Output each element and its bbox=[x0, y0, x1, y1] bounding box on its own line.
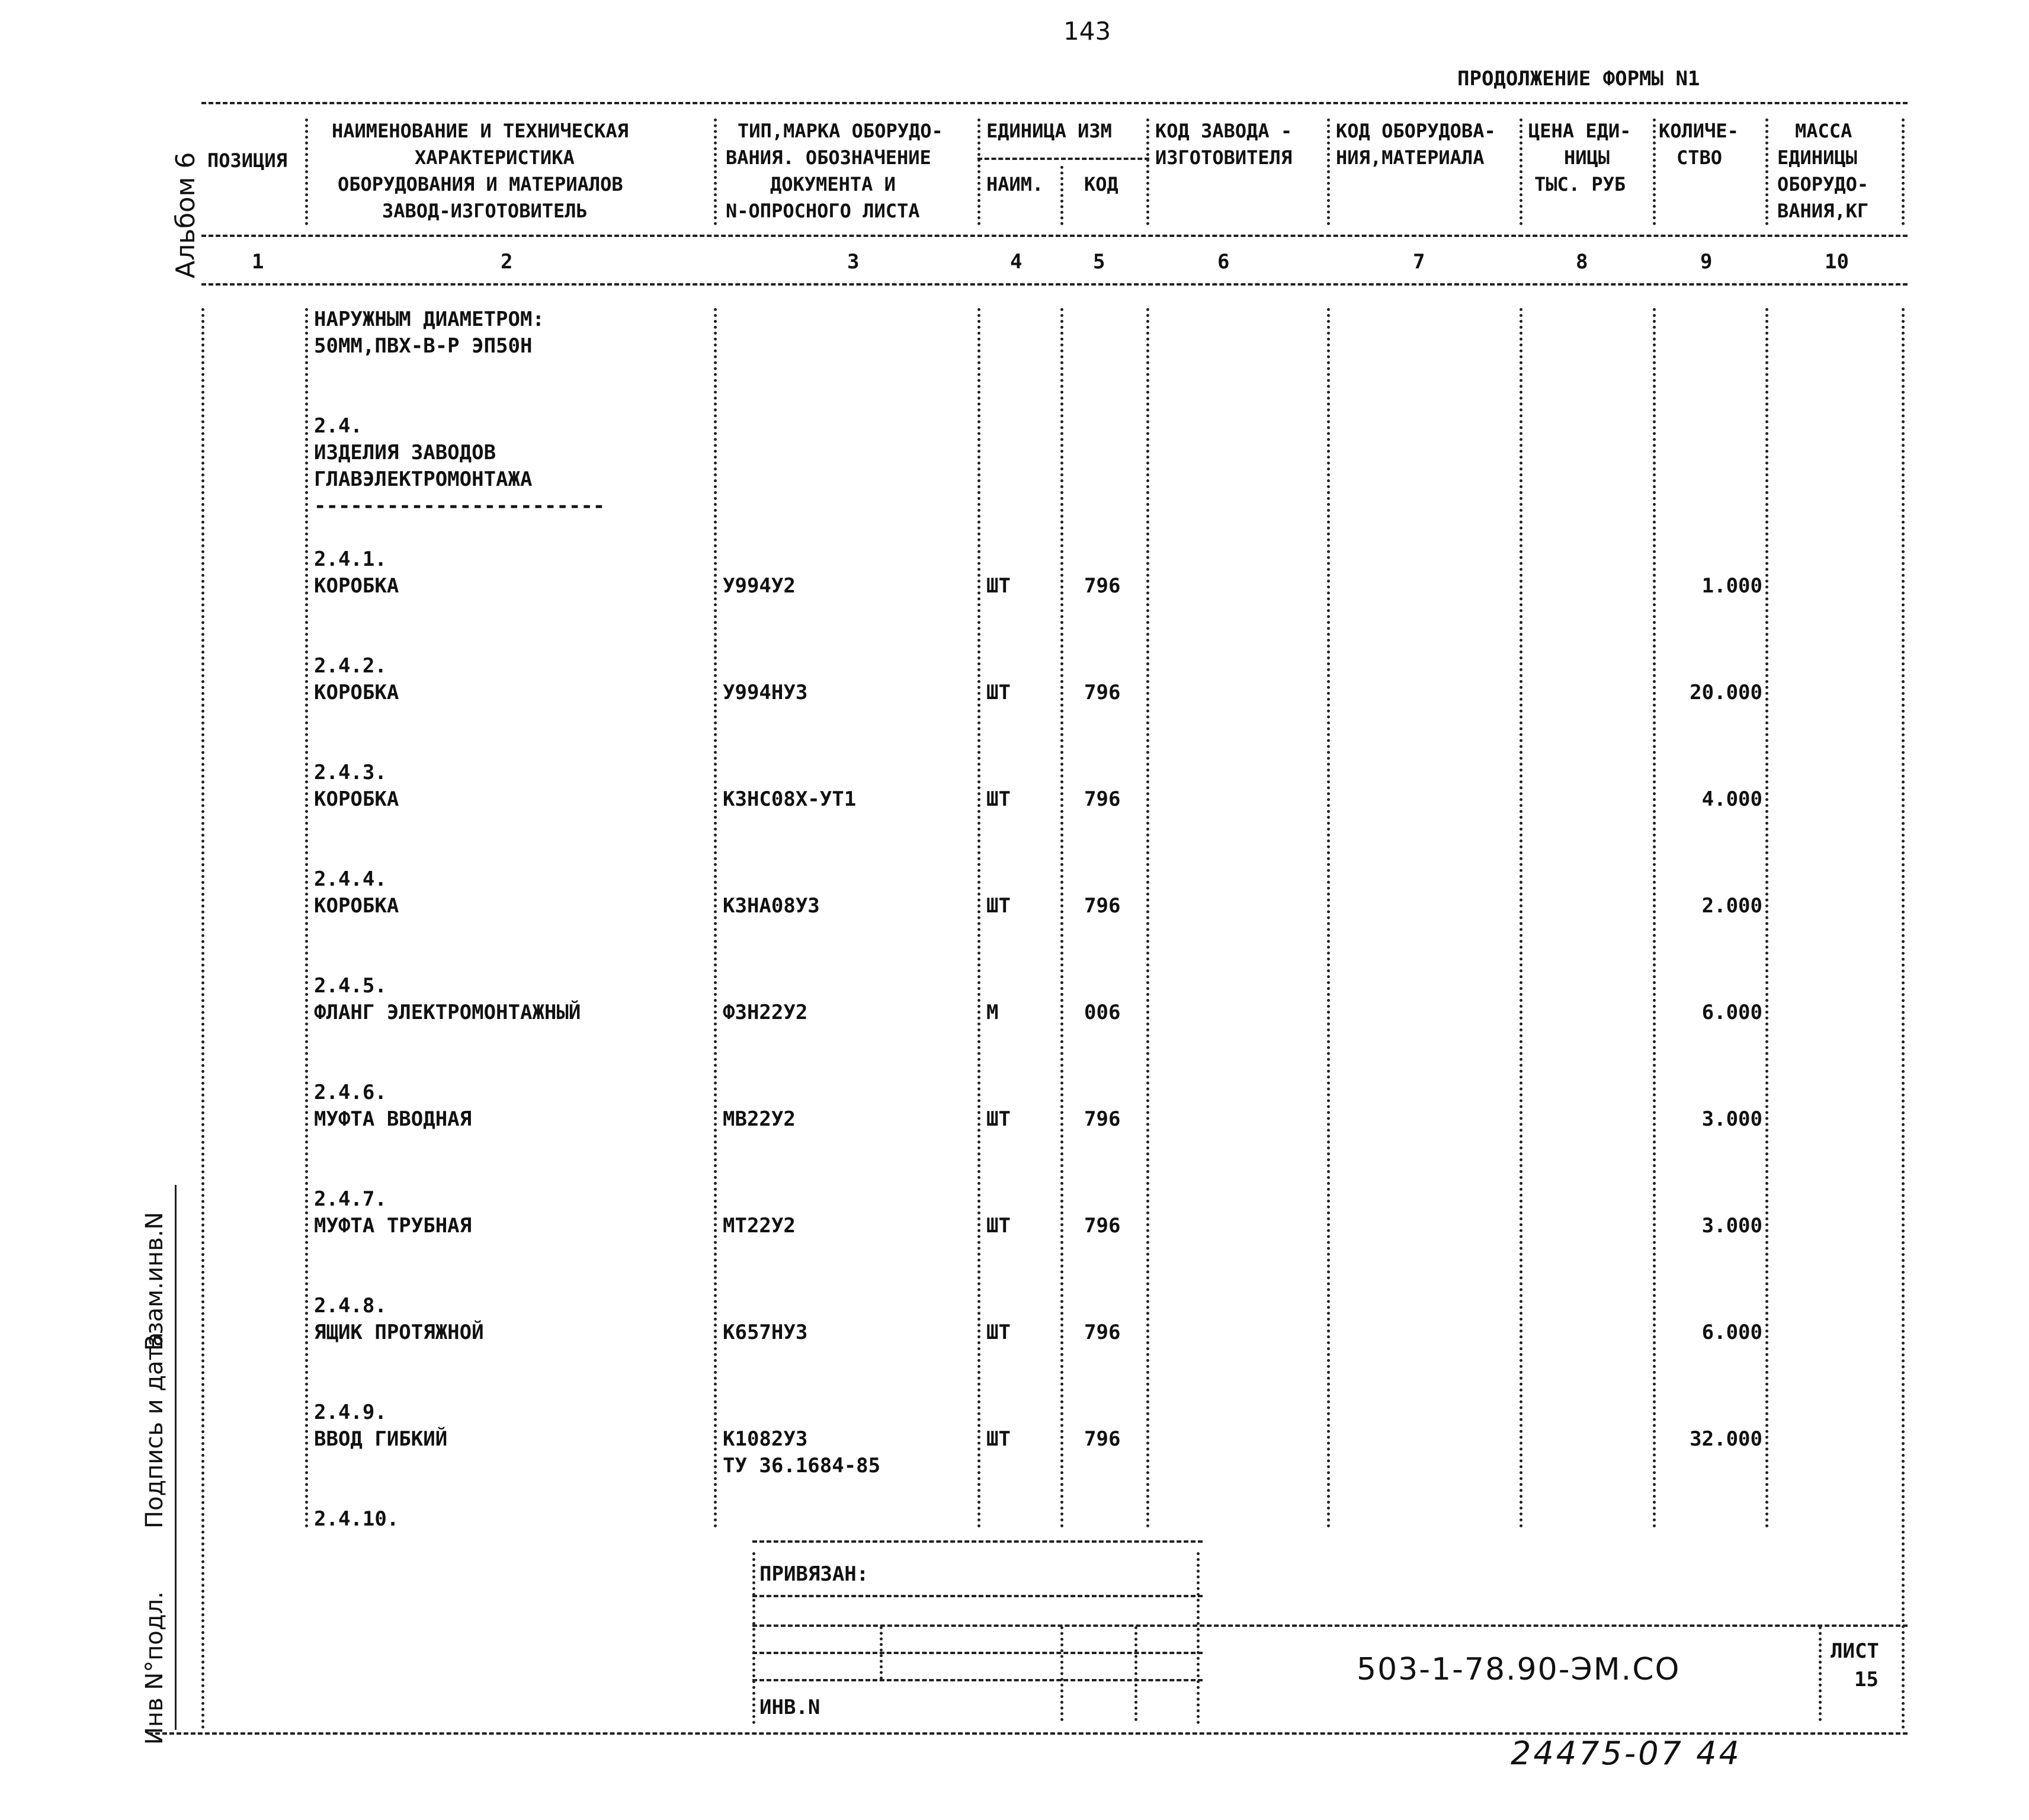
cell-unit-name: ШТ bbox=[986, 1107, 1011, 1131]
body-col-sep bbox=[1902, 308, 1905, 1730]
header-type-line-2: ВАНИЯ. ОБОЗНАЧЕНИЕ bbox=[726, 146, 931, 169]
title-block-sep bbox=[752, 1552, 755, 1724]
cell-quantity: 20.000 bbox=[1690, 681, 1762, 704]
body-col-sep bbox=[1060, 308, 1063, 1529]
cell-unit-name: ШТ bbox=[986, 1427, 1011, 1451]
column-numbers-rule bbox=[201, 283, 1908, 286]
cell-unit-code: 006 bbox=[1084, 1001, 1121, 1024]
column-number: 4 bbox=[1010, 250, 1022, 274]
header-col-sep bbox=[305, 118, 308, 225]
cell-name: 2.4.4. bbox=[314, 867, 387, 891]
cell-quantity: 4.000 bbox=[1701, 787, 1762, 811]
body-col-sep bbox=[305, 308, 308, 1529]
header-equipment-code-1: КОД ОБОРУДОВА- bbox=[1336, 120, 1496, 142]
column-number: 3 bbox=[847, 250, 860, 274]
cell-unit-name: ШТ bbox=[986, 1321, 1011, 1344]
cell-name: КОРОБКА bbox=[314, 894, 399, 918]
header-price-1: ЦЕНА ЕДИ- bbox=[1528, 120, 1631, 142]
header-factory-code-2: ИЗГОТОВИТЕЛЯ bbox=[1155, 146, 1293, 169]
header-price-2: НИЦЫ bbox=[1564, 146, 1610, 169]
cell-name: КОРОБКА bbox=[314, 681, 399, 704]
sheet-number: 15 bbox=[1854, 1668, 1879, 1691]
cell-name: ЯЩИК ПРОТЯЖНОЙ bbox=[314, 1321, 484, 1344]
title-block-sep bbox=[1060, 1626, 1063, 1721]
cell-type: К1082У3 bbox=[723, 1427, 808, 1451]
cell-name: 50ММ,ПВХ-В-Р ЭП50Н bbox=[314, 334, 533, 358]
column-number: 6 bbox=[1217, 250, 1230, 274]
cell-name: 2.4.2. bbox=[314, 654, 387, 678]
cell-name: 2.4.10. bbox=[314, 1507, 399, 1531]
cell-unit-name: ШТ bbox=[986, 681, 1011, 704]
cell-unit-name: ШТ bbox=[986, 1214, 1011, 1238]
header-unit: ЕДИНИЦА ИЗМ bbox=[986, 120, 1112, 142]
cell-name: 2.4.9. bbox=[314, 1401, 387, 1424]
body-col-sep bbox=[1653, 308, 1656, 1529]
stamp-divider bbox=[175, 1185, 177, 1730]
title-block-rule bbox=[752, 1624, 1908, 1627]
header-type-line-3: ДОКУМЕНТА И bbox=[770, 173, 896, 196]
header-col-sep bbox=[1327, 118, 1330, 225]
cell-quantity: 6.000 bbox=[1701, 1001, 1762, 1024]
title-block-rule bbox=[752, 1595, 1203, 1597]
header-quantity-1: КОЛИЧЕ- bbox=[1659, 120, 1739, 142]
cell-unit-code: 796 bbox=[1084, 681, 1121, 704]
unit-header-rule bbox=[977, 158, 1149, 160]
cell-unit-name: М bbox=[986, 1001, 999, 1024]
header-col-sep bbox=[1765, 118, 1768, 225]
header-name-line-2: ХАРАКТЕРИСТИКА bbox=[415, 146, 575, 169]
column-number: 1 bbox=[252, 250, 264, 274]
cell-quantity: 3.000 bbox=[1701, 1214, 1762, 1238]
column-number: 2 bbox=[501, 250, 513, 274]
cell-quantity: 3.000 bbox=[1701, 1107, 1762, 1131]
header-col-sep bbox=[714, 118, 717, 225]
cell-type: МТ22У2 bbox=[723, 1214, 796, 1238]
body-col-sep bbox=[1327, 308, 1330, 1529]
header-col-sep bbox=[1902, 118, 1905, 225]
cell-name: МУФТА ВВОДНАЯ bbox=[314, 1107, 472, 1131]
cell-unit-name: ШТ bbox=[986, 574, 1011, 598]
cell-quantity: 1.000 bbox=[1701, 574, 1762, 598]
stamp-label-signature-date: Подпись и дата bbox=[141, 1332, 168, 1529]
header-col-sep bbox=[1060, 166, 1063, 225]
bottom-handwritten-number: 24475-07 44 bbox=[1511, 1735, 1742, 1772]
header-name-line-1: НАИМЕНОВАНИЕ И ТЕХНИЧЕСКАЯ bbox=[332, 120, 629, 142]
column-number: 9 bbox=[1700, 250, 1713, 274]
cell-unit-code: 796 bbox=[1084, 894, 1121, 918]
body-col-sep bbox=[714, 308, 717, 1529]
cell-unit-code: 796 bbox=[1084, 1427, 1121, 1451]
body-col-sep bbox=[201, 308, 204, 1730]
cell-unit-code: 796 bbox=[1084, 1214, 1121, 1238]
header-bottom-rule bbox=[201, 235, 1908, 237]
cell-type: МВ22У2 bbox=[723, 1107, 796, 1131]
header-mass-1: МАССА bbox=[1795, 120, 1852, 142]
cell-name: ИЗДЕЛИЯ ЗАВОДОВ bbox=[314, 441, 496, 464]
header-mass-4: ВАНИЯ,КГ bbox=[1777, 200, 1869, 222]
cell-unit-code: 796 bbox=[1084, 787, 1121, 811]
cell-name: ФЛАНГ ЭЛЕКТРОМОНТАЖНЫЙ bbox=[314, 1001, 581, 1024]
cell-type: У994НУ3 bbox=[723, 681, 808, 704]
title-block-sep bbox=[1197, 1552, 1200, 1724]
album-label: Альбом 6 bbox=[171, 152, 201, 278]
header-position: ПОЗИЦИЯ bbox=[207, 149, 287, 172]
cell-name: ГЛАВЭЛЕКТРОМОНТАЖА bbox=[314, 467, 533, 491]
page-number: 143 bbox=[1063, 17, 1111, 46]
continuation-title: ПРОДОЛЖЕНИЕ ФОРМЫ N1 bbox=[1457, 67, 1700, 91]
body-col-sep bbox=[977, 308, 980, 1529]
header-quantity-2: СТВО bbox=[1677, 146, 1723, 169]
cell-type: К3НА08У3 bbox=[723, 894, 820, 918]
table-top-rule bbox=[201, 102, 1908, 104]
privyazan-label: ПРИВЯЗАН: bbox=[759, 1562, 869, 1586]
cell-unit-name: ШТ bbox=[986, 787, 1011, 811]
header-type-line-1: ТИП,МАРКА ОБОРУДО- bbox=[738, 120, 943, 142]
header-unit-name: НАИМ. bbox=[986, 173, 1044, 196]
cell-name: 2.4. bbox=[314, 414, 363, 438]
cell-type: ТУ 36.1684-85 bbox=[723, 1454, 881, 1478]
header-mass-3: ОБОРУДО- bbox=[1777, 173, 1869, 196]
header-mass-2: ЕДИНИЦЫ bbox=[1777, 146, 1857, 169]
cell-type: У994У2 bbox=[723, 574, 796, 598]
sheet-label: ЛИСТ bbox=[1831, 1639, 1879, 1663]
header-unit-code: КОД bbox=[1084, 173, 1118, 196]
cell-name: ВВОД ГИБКИЙ bbox=[314, 1427, 448, 1451]
cell-unit-code: 796 bbox=[1084, 1107, 1121, 1131]
header-col-sep bbox=[1653, 118, 1656, 225]
column-number: 10 bbox=[1825, 250, 1849, 274]
cell-name: НАРУЖНЫМ ДИАМЕТРОМ: bbox=[314, 307, 544, 331]
column-number: 8 bbox=[1576, 250, 1588, 274]
header-name-line-3: ОБОРУДОВАНИЯ И МАТЕРИАЛОВ bbox=[338, 173, 623, 196]
column-number: 5 bbox=[1093, 250, 1105, 274]
cell-name: 2.4.3. bbox=[314, 761, 387, 784]
cell-quantity: 6.000 bbox=[1701, 1321, 1762, 1344]
cell-type: Ф3Н22У2 bbox=[723, 1001, 808, 1024]
cell-type: К3НС08Х-УТ1 bbox=[723, 787, 857, 811]
stamp-label-replaced-inv: Взам.инв.N bbox=[141, 1212, 168, 1351]
cell-unit-code: 796 bbox=[1084, 574, 1121, 598]
cell-name: 2.4.1. bbox=[314, 547, 387, 571]
title-block-sep bbox=[880, 1626, 883, 1680]
cell-name: 2.4.6. bbox=[314, 1081, 387, 1104]
cell-unit-code: 796 bbox=[1084, 1321, 1121, 1344]
header-type-line-4: N-ОПРОСНОГО ЛИСТА bbox=[726, 200, 920, 222]
header-col-sep bbox=[977, 118, 980, 225]
cell-unit-name: ШТ bbox=[986, 894, 1011, 918]
header-equipment-code-2: НИЯ,МАТЕРИАЛА bbox=[1336, 146, 1485, 169]
cell-name: 2.4.8. bbox=[314, 1294, 387, 1318]
cell-name: 2.4.7. bbox=[314, 1187, 387, 1211]
cell-name: КОРОБКА bbox=[314, 787, 399, 811]
title-block-sep bbox=[1819, 1626, 1822, 1721]
body-col-sep bbox=[1765, 308, 1768, 1529]
title-block-sep bbox=[1134, 1626, 1137, 1721]
header-col-sep bbox=[1520, 118, 1522, 225]
stamp-label-inv-podl: Инв N°подл. bbox=[141, 1591, 168, 1745]
header-price-3: ТЫС. РУБ bbox=[1534, 173, 1626, 196]
header-col-sep bbox=[1146, 118, 1149, 225]
body-col-sep bbox=[1146, 308, 1149, 1529]
cell-quantity: 32.000 bbox=[1690, 1427, 1762, 1451]
header-name-line-4: ЗАВОД-ИЗГОТОВИТЕЛЬ bbox=[382, 200, 588, 222]
cell-name: ------------------------ bbox=[314, 494, 605, 518]
cell-name: 2.4.5. bbox=[314, 974, 387, 998]
cell-type: К657НУ3 bbox=[723, 1321, 808, 1344]
header-factory-code-1: КОД ЗАВОДА - bbox=[1155, 120, 1293, 142]
column-number: 7 bbox=[1413, 250, 1425, 274]
inv-number-label: ИНВ.N bbox=[759, 1696, 820, 1719]
body-col-sep bbox=[1520, 308, 1522, 1529]
document-code: 503-1-78.90-ЭМ.СО bbox=[1357, 1652, 1681, 1687]
title-block-rule bbox=[752, 1540, 1203, 1543]
cell-name: МУФТА ТРУБНАЯ bbox=[314, 1214, 472, 1238]
cell-quantity: 2.000 bbox=[1701, 894, 1762, 918]
cell-name: КОРОБКА bbox=[314, 574, 399, 598]
